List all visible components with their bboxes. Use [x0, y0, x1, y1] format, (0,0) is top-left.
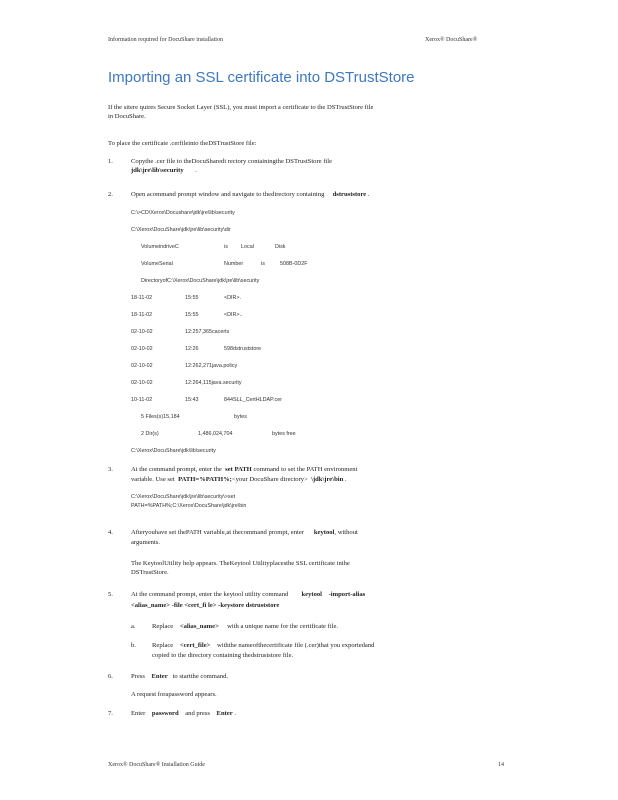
step-7-text: Enter password and press Enter . — [131, 710, 236, 717]
header-left: Information required for DocuShare installation — [108, 37, 223, 43]
dir-row-time: 15:55 — [185, 312, 199, 318]
dir-row-name: 844SLL_CertHLDAP.cer — [224, 397, 283, 403]
dir-row-date: 02-10-02 — [131, 380, 153, 386]
console-volume-d: 508B-0D2F — [280, 261, 308, 267]
page-number: 14 — [498, 762, 504, 768]
dir-row-date: 02-10-02 — [131, 329, 153, 335]
console-line: C:\>CD\Xerox\Docushare\jdk\jre\lib\security — [131, 210, 235, 216]
dir-summary-b: 1,486,024,704 — [198, 431, 233, 437]
lead-paragraph: To place the certificate .cerfileinto theDSTrustStore file: — [108, 140, 257, 147]
console-volume-a: VolumeindriveC — [141, 244, 179, 250]
console-line: PATH=%PATH%;C:\Xerox\DocuShare\jdk\jre\bin — [131, 503, 247, 509]
step-3-line-2: variable. Use set PATH=%PATH%;<your DocuShare directory> \jdk\jre\bin . — [131, 476, 347, 483]
step-6-text: Press Enter to startthe command. — [131, 673, 229, 680]
dir-row-time: 12:262,271java.policy — [185, 363, 238, 369]
console-volume-b: Number — [224, 261, 244, 267]
dir-summary-c: bytes free — [272, 431, 296, 437]
step-5-line-1: At the command prompt, enter the keytool utility command keytool -import-alias — [131, 591, 366, 598]
step-6-note: A request forapassword appears. — [131, 691, 217, 698]
step-2-text: Open acommand prompt window and navigate to thedirectory containing dstruststore . — [131, 191, 370, 198]
footer-left: Xerox® DocuShare® Installation Guide — [108, 762, 205, 768]
dir-row-name: <DIR>. — [224, 295, 242, 301]
step-3-line-1: At the command prompt, enter the set PATH command to set the PATH environment — [131, 466, 358, 473]
intro-line-2: in DocuShare. — [108, 113, 146, 120]
console-volume-c: is — [261, 261, 265, 267]
step-4-number: 4. — [108, 529, 113, 536]
console-volume-b: is — [224, 244, 228, 250]
step-4-line-1: Afteryouhave set thePATH variable,at thecommand prompt, enter keytool, without — [131, 529, 358, 536]
step-1-path: jdk\jre\lib\security . — [131, 167, 197, 174]
dir-row-date: 02-10-02 — [131, 363, 153, 369]
step-2-number: 2. — [108, 191, 113, 198]
dir-summary-a: 2 Dir(s) — [141, 431, 159, 437]
dir-row-date: 10-11-02 — [131, 397, 153, 403]
dir-row-name: <DIR>.. — [224, 312, 243, 318]
step-6-number: 6. — [108, 673, 113, 680]
intro-line-1: If the sitere quires Secure Socket Layer (SSL), you must import a certificate to the DSTrustStore file — [108, 104, 374, 111]
dir-row-time: 12:264,115java.security — [185, 380, 242, 386]
dir-row-time: 12:257,365cacerts — [185, 329, 230, 335]
step-5b-letter: b. — [131, 642, 136, 649]
console-volume-c: Local — [241, 244, 254, 250]
console-line: C:\Xerox\DocuShare\jdk\jre\lib\security\dir — [131, 227, 231, 233]
dir-row-date: 18-11-02 — [131, 295, 153, 301]
step-3-number: 3. — [108, 466, 113, 473]
step-1-text: Copythe .cer file to theDocuSharedi rectory containingthe DSTrustStore file — [131, 158, 333, 165]
step-5-number: 5. — [108, 591, 113, 598]
console-directory-of: DirectoryofC:\Xerox\DocuShare\jdk\jre\lib\security — [141, 278, 260, 284]
console-volume-a: VolumeSerial — [141, 261, 173, 267]
console-line: C:\Xerox\DocuShare\jdk\lib\security — [131, 448, 216, 454]
step-4-line-2: arguments. — [131, 539, 160, 546]
dir-summary-a: 5 Files(s)15,184 — [141, 414, 180, 420]
step-4-note-2: DSTrustStore. — [131, 569, 169, 576]
console-volume-d: Disk — [275, 244, 286, 250]
step-7-number: 7. — [108, 710, 113, 717]
step-5a-text: Replace <alias_name> with a unique name for the certificate file. — [152, 623, 339, 630]
step-5b-line-2: copied to the directory containing thedstruststore file. — [152, 652, 294, 659]
page-title: Importing an SSL certificate into DSTrustStore — [108, 69, 415, 86]
header-right: Xerox® DocuShare® — [425, 37, 478, 43]
dir-row-time: 12:26 — [185, 346, 199, 352]
dir-summary-b: bytes — [234, 414, 247, 420]
step-5b-text: Replace <cert_file> withthe nameofthecertificate file (.cer)that you exportedand — [152, 642, 375, 649]
dir-row-time: 15:55 — [185, 295, 199, 301]
dir-row-date: 02-10-02 — [131, 346, 153, 352]
console-line: C:\Xerox\DocuShare\jdk\jre\lib\security\>set — [131, 494, 236, 500]
step-4-note-1: The KeytoolUtility help appears. TheKeytool Utilityplacesthe SSL certificate inthe — [131, 560, 350, 567]
step-5-line-2: <alias_name> -file <cert_fi le> -keystore dstruststore — [131, 602, 280, 609]
dir-row-date: 18-11-02 — [131, 312, 153, 318]
step-5a-letter: a. — [131, 623, 136, 630]
dir-row-name: 598dstruststore — [224, 346, 262, 352]
dir-row-time: 15:43 — [185, 397, 199, 403]
step-1-number: 1. — [108, 158, 113, 165]
